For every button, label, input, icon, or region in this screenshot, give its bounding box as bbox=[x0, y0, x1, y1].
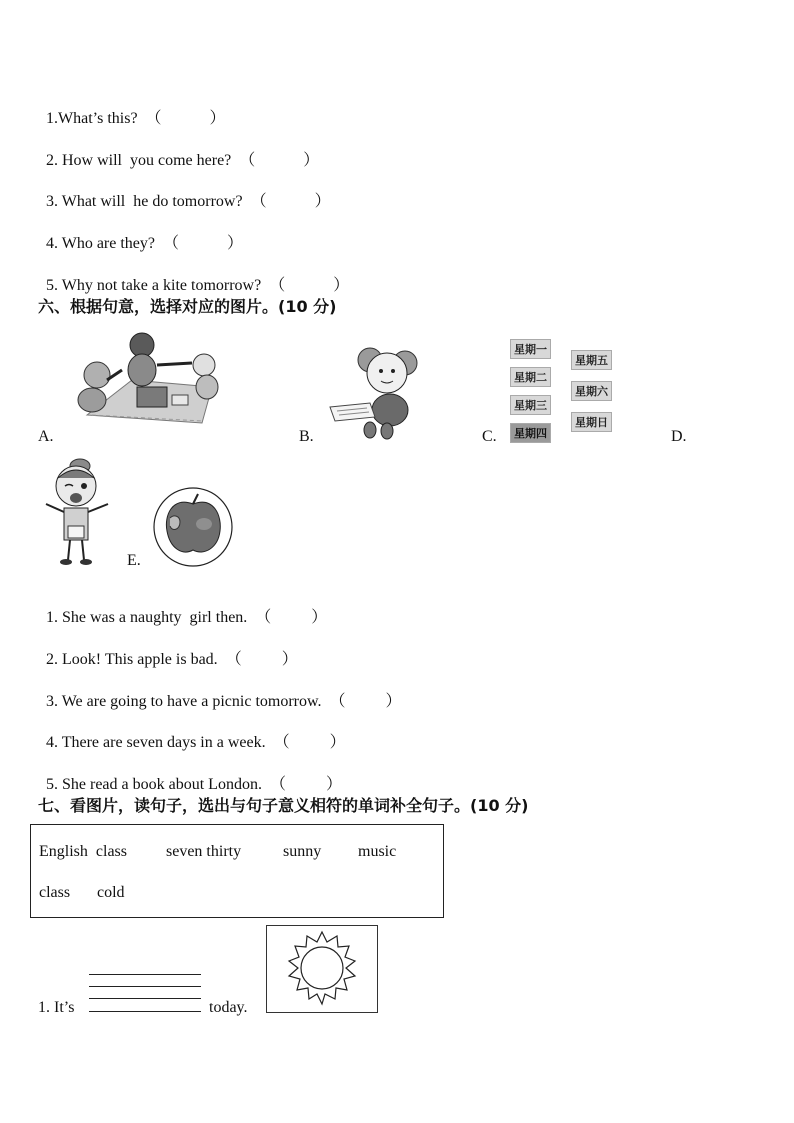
option-d-label: D. bbox=[671, 428, 687, 445]
answer-blank[interactable]: （ ） bbox=[273, 734, 346, 751]
answer-blank[interactable]: （ ） bbox=[329, 693, 402, 710]
sun-icon bbox=[267, 926, 377, 1012]
option-a-label: A. bbox=[38, 428, 54, 445]
question-5-5: 5. Why not take a kite tomorrow? （ ） bbox=[38, 254, 349, 295]
word-bank bbox=[30, 824, 444, 918]
section-7-q1-suffix: today. bbox=[209, 999, 248, 1016]
sun-picture-frame bbox=[266, 925, 378, 1013]
answer-blank[interactable]: （ ） bbox=[255, 609, 328, 626]
option-e-label: E. bbox=[127, 552, 141, 569]
weekday-tag: 星期六 bbox=[571, 381, 612, 401]
question-6-5: 5. She read a book about London. （ ） bbox=[38, 753, 342, 794]
option-b-label: B. bbox=[299, 428, 314, 445]
writing-line[interactable] bbox=[89, 974, 201, 975]
section-7-q1-prefix: 1. It’s bbox=[38, 999, 75, 1016]
question-6-1: 1. She was a naughty girl then. （ ） bbox=[38, 586, 327, 627]
answer-blank[interactable]: （ ） bbox=[269, 277, 350, 294]
section-6-heading: 六、根据句意，选择对应的图片。(10 分) bbox=[38, 297, 337, 316]
question-5-4: 4. Who are they? （ ） bbox=[38, 212, 243, 253]
weekday-tag: 星期日 bbox=[571, 412, 612, 432]
option-c-label: C. bbox=[482, 428, 497, 445]
answer-blank[interactable]: （ ） bbox=[269, 776, 342, 793]
weekday-tag: 星期一 bbox=[510, 339, 551, 359]
answer-blank[interactable]: （ ） bbox=[239, 152, 320, 169]
writing-line[interactable] bbox=[89, 1011, 201, 1012]
word-option: music bbox=[358, 843, 397, 860]
question-5-3: 3. What will he do tomorrow? （ ） bbox=[38, 170, 331, 211]
question-6-2: 2. Look! This apple is bad. （ ） bbox=[38, 628, 298, 669]
weekday-tag: 星期四 bbox=[510, 423, 551, 443]
answer-blank[interactable]: （ ） bbox=[250, 193, 331, 210]
answer-blank[interactable]: （ ） bbox=[145, 110, 226, 127]
word-option: cold bbox=[97, 884, 125, 901]
answer-blank[interactable]: （ ） bbox=[163, 235, 244, 252]
writing-line[interactable] bbox=[89, 998, 201, 999]
question-6-4: 4. There are seven days in a week. （ ） bbox=[38, 711, 346, 752]
word-option: English class bbox=[39, 843, 127, 860]
answer-blank[interactable]: （ ） bbox=[225, 651, 298, 668]
weekday-tag: 星期五 bbox=[571, 350, 612, 370]
weekday-tag: 星期三 bbox=[510, 395, 551, 415]
question-5-1: 1.What’s this? （ ） bbox=[38, 87, 226, 128]
naughty-girl-picture bbox=[38, 456, 118, 566]
question-5-2: 2. How will you come here? （ ） bbox=[38, 129, 319, 170]
picnic-picture bbox=[62, 325, 227, 425]
word-option: class bbox=[39, 884, 71, 901]
girl-reading-picture bbox=[325, 345, 430, 440]
word-option: seven thirty bbox=[166, 843, 242, 860]
weekday-tag: 星期二 bbox=[510, 367, 551, 387]
section-7-heading: 七、看图片，读句子，选出与句子意义相符的单词补全句子。(10 分) bbox=[38, 796, 529, 815]
word-option: sunny bbox=[283, 843, 322, 860]
bad-apple-picture bbox=[152, 486, 234, 568]
writing-line[interactable] bbox=[89, 986, 201, 987]
question-6-3: 3. We are going to have a picnic tomorrow. （ ） bbox=[38, 670, 402, 711]
